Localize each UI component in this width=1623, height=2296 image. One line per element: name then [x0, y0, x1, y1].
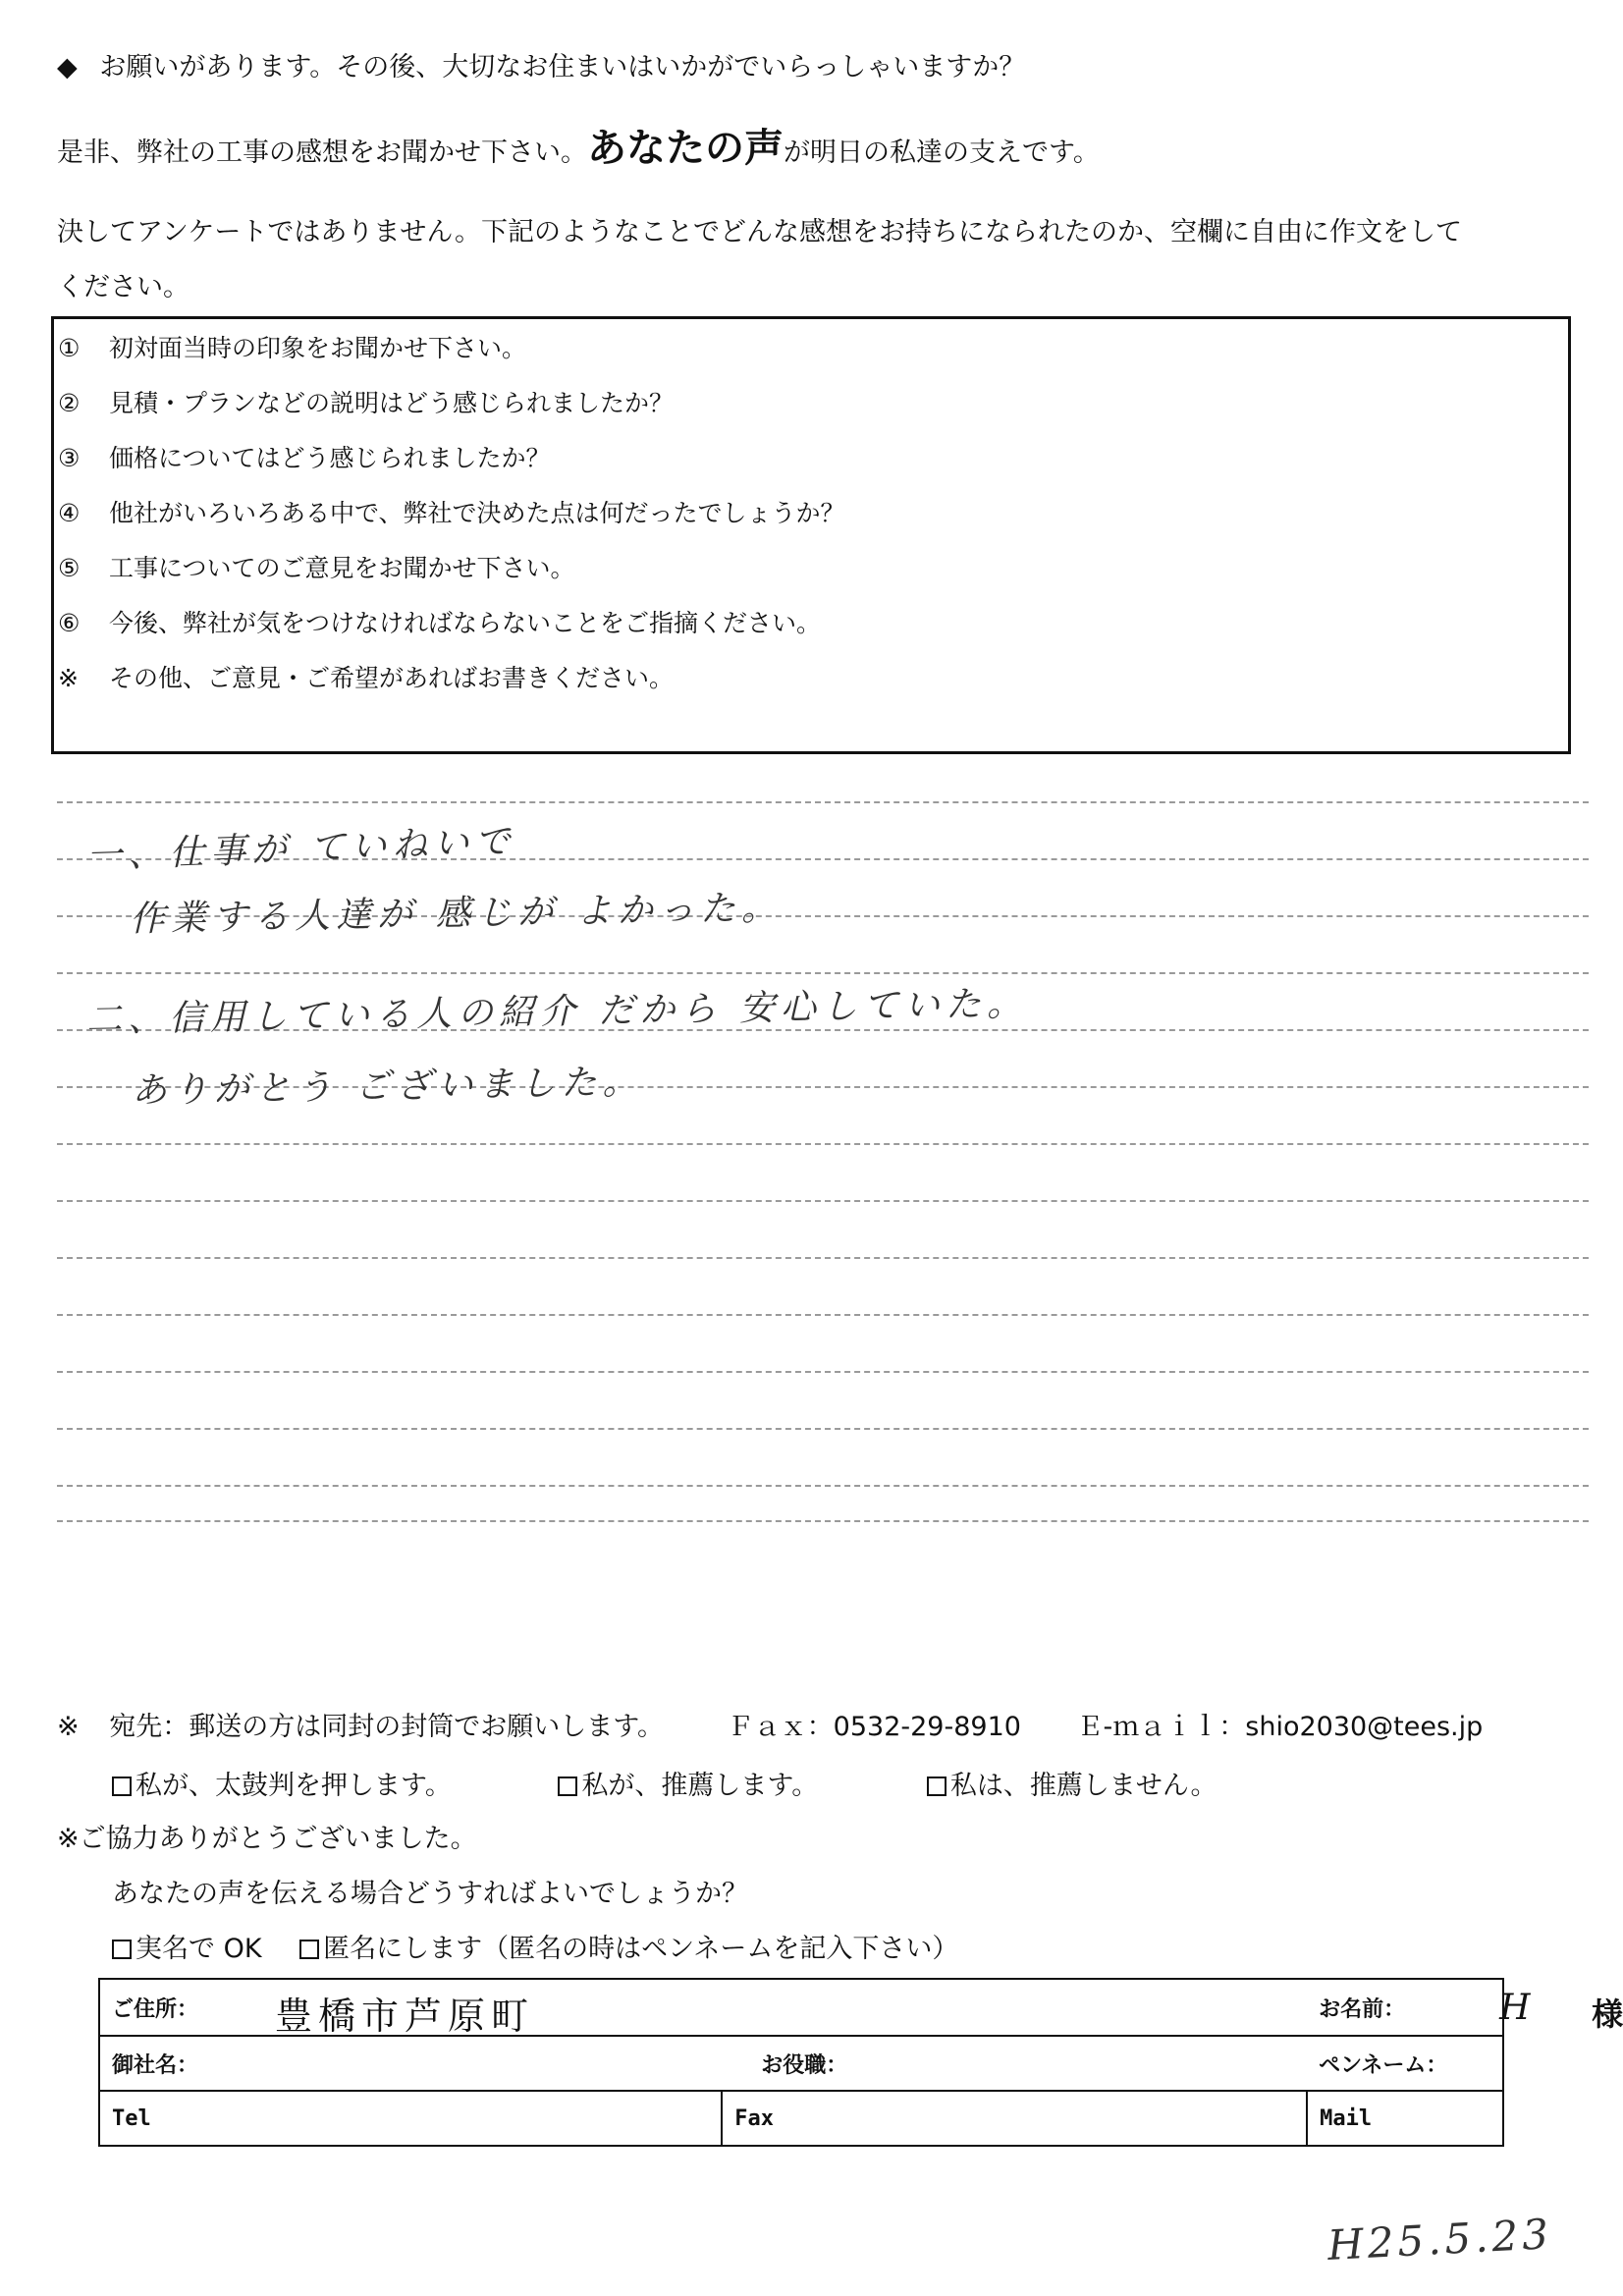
question-item: ④ 他社がいろいろある中で、弊社で決めた点は何だったでしょうか？ [58, 499, 845, 527]
penname-label: ペンネーム： [1319, 2052, 1448, 2078]
question-item: ⑤ 工事についてのご意見をお聞かせ下さい。 [58, 554, 575, 582]
company-cell[interactable] [99, 2036, 722, 2091]
email-address: Ｅ-ｍａｉｌ：shio2030@tees.jp [1076, 1712, 1484, 1742]
thanks-text: ※ご協力ありがとうございました。 [57, 1824, 477, 1854]
writing-line [57, 972, 1589, 974]
checkbox[interactable] [927, 1777, 947, 1796]
intro-line-1-text: お願いがあります。その後、大切なお住まいはいかがでいらっしゃいますか？ [99, 52, 1026, 82]
penname-cell[interactable] [1307, 2036, 1503, 2091]
checkbox[interactable] [112, 1777, 132, 1796]
handwritten-date: H25.5.23 [1325, 2210, 1554, 2269]
handwritten-line-1: 一、仕事が ていねいで [85, 821, 517, 877]
intro-emphasis: あなたの声 [587, 126, 784, 171]
voice-question: あなたの声を伝える場合どうすればよいでしょうか？ [112, 1879, 748, 1909]
writing-line [57, 1143, 1589, 1145]
option-recommend[interactable]: 私が、推薦します。 [558, 1771, 818, 1801]
handwritten-line-3: 二、信用している人の紹介 だから 安心していた。 [85, 983, 1029, 1041]
fax-number: Ｆａｘ：0532-29-8910 [727, 1712, 1021, 1742]
handwritten-line-2: 作業する人達が 感じが よかった。 [129, 888, 784, 940]
writing-line [57, 1520, 1589, 1522]
diamond-bullet-icon: ◆ [57, 52, 78, 82]
writing-line [57, 801, 1589, 803]
mail-address-note: 宛先：郵送の方は同封の封筒でお願いします。 [109, 1712, 665, 1742]
option-stamp[interactable]: 私が、太鼓判を押します。 [112, 1771, 452, 1801]
option-realname[interactable]: 実名で OK [112, 1934, 262, 1964]
intro-line-2-pre: 是非、弊社の工事の感想をお聞かせ下さい。 [57, 137, 587, 168]
intro-line-4: ください。 [57, 272, 189, 302]
name-label: お名前： [1319, 1996, 1406, 2022]
mail-label: Mail [1320, 2105, 1373, 2131]
note-mark: ※ [57, 1712, 80, 1742]
address-line [57, 1711, 1483, 1744]
address-value: 豊橋市芦原町 [275, 1995, 535, 2038]
intro-line-1 [57, 51, 1025, 84]
question-item: ⑥ 今後、弊社が気をつけなければならないことをご指摘ください。 [58, 609, 822, 637]
tel-label: Tel [112, 2105, 151, 2131]
checkbox[interactable] [558, 1777, 577, 1796]
question-item: ② 見積・プランなどの説明はどう感じられましたか？ [58, 389, 675, 417]
intro-line-2 [57, 126, 1100, 171]
position-label: お役職： [761, 2052, 848, 2078]
form-row [99, 1979, 1503, 2036]
question-item: ① 初対面当時の印象をお聞かせ下さい。 [58, 334, 527, 362]
checkbox[interactable] [299, 1940, 319, 1959]
question-box [51, 316, 1571, 754]
contact-form [98, 1978, 1623, 2147]
question-item: ※ その他、ご意見・ご希望があればお書きください。 [58, 664, 675, 692]
honorific: 様 [1592, 1995, 1623, 2033]
name-options [112, 1933, 958, 1966]
option-not-recommend[interactable]: 私は、推薦しません。 [927, 1771, 1217, 1801]
recommend-options [112, 1770, 1217, 1803]
fax-cell[interactable] [722, 2091, 1307, 2146]
checkbox[interactable] [112, 1940, 132, 1959]
writing-line [57, 1371, 1589, 1373]
tel-cell[interactable] [99, 2091, 722, 2146]
writing-line [57, 1428, 1589, 1430]
intro-line-3: 決してアンケートではありません。下記のようなことでどんな感想をお持ちになられたのか、空欄に自由に作文をして [57, 217, 1462, 247]
mail-cell[interactable] [1307, 2091, 1503, 2146]
name-cell[interactable] [1307, 1979, 1623, 2036]
address-cell[interactable] [99, 1979, 1307, 2036]
writing-line [57, 1257, 1589, 1259]
name-value: H [1499, 1988, 1531, 2028]
address-label: ご住所： [112, 1996, 199, 2022]
writing-line [57, 1314, 1589, 1316]
intro-line-2-post: が明日の私達の支えです。 [784, 137, 1100, 168]
position-cell[interactable] [722, 2036, 1307, 2091]
writing-line [57, 1200, 1589, 1202]
form-row [99, 2036, 1503, 2091]
form-row [99, 2091, 1503, 2146]
company-label: 御社名： [112, 2052, 199, 2078]
option-anonymous[interactable]: 匿名にします（匿名の時はペンネームを記入下さい） [299, 1934, 958, 1964]
handwritten-line-4: ありがとう ございました。 [131, 1062, 644, 1112]
fax-label: Fax [734, 2105, 774, 2131]
question-item: ③ 価格についてはどう感じられましたか？ [58, 444, 551, 472]
writing-line [57, 1485, 1589, 1487]
